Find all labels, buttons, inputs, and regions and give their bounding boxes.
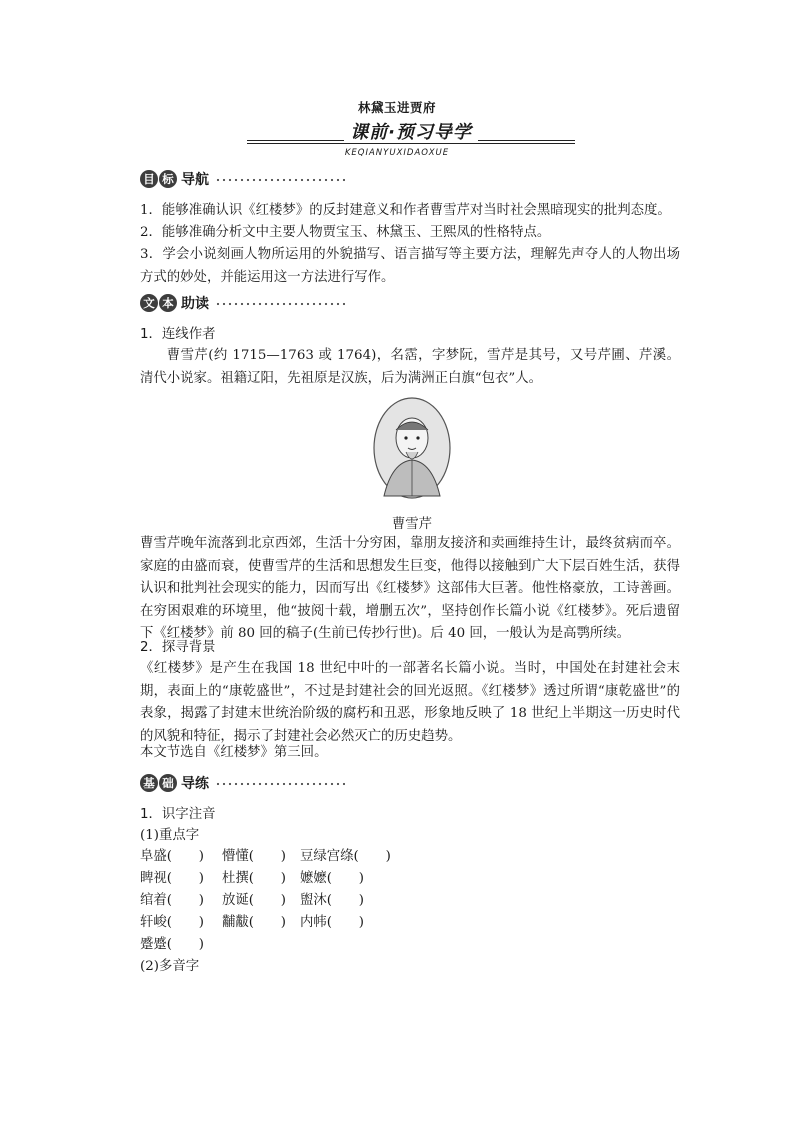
char-blank[interactable]: 阜盛( )	[140, 849, 205, 864]
char-blank[interactable]: 绾着( )	[140, 893, 205, 908]
banner-title: 课前·预习导学	[344, 122, 478, 143]
goals-badge-1: 目	[140, 170, 158, 188]
pronunciation-subheading: 1．识字注音	[140, 807, 216, 822]
heading-dots	[215, 301, 345, 307]
section-banner	[247, 118, 575, 144]
heading-dots	[215, 177, 345, 183]
char-blank[interactable]: 豆绿宫绦( )	[300, 849, 391, 864]
goal-item-1: 1．能够准确认识《红楼梦》的反封建意义和作者曹雪芹对当时社会黑暗现实的批判态度。	[140, 203, 671, 218]
char-blank[interactable]: 嬷嬷( )	[300, 871, 365, 886]
char-blank[interactable]: 懵懂( )	[222, 849, 287, 864]
char-blank[interactable]: 放诞( )	[222, 893, 287, 908]
document-title: 林黛玉进贾府	[357, 100, 436, 115]
section-reading-heading	[140, 292, 345, 314]
reading-heading-label: 助读	[181, 296, 209, 312]
section-goals-heading	[140, 168, 345, 190]
char-blank[interactable]: 内帏( )	[300, 915, 365, 930]
basics-heading-label: 导练	[181, 776, 209, 792]
grid-row	[140, 912, 420, 934]
grid-row	[140, 890, 420, 912]
basics-badge-2: 础	[159, 774, 177, 792]
character-grid	[140, 846, 420, 956]
author-paragraph-1: 曹雪芹(约 1715—1763 或 1764)，名霑，字梦阮，雪芹是其号，又号芹圃、芹溪。清代小说家。祖籍辽阳，先祖原是汉族，后为满洲正白旗“包衣”人。	[140, 348, 680, 386]
section-basics-heading	[140, 772, 345, 794]
portrait-caption: 曹雪芹	[391, 517, 433, 532]
goals-badge-2: 标	[159, 170, 177, 188]
banner-pinyin: KEQIANYUXIDAOXUE	[344, 148, 450, 158]
key-chars-label: (1)重点字	[140, 828, 200, 843]
goals-heading-label: 导航	[181, 172, 209, 188]
polyphone-label: (2)多音字	[140, 959, 200, 974]
background-paragraph-2: 本文节选自《红楼梦》第三回。	[140, 745, 328, 760]
grid-row	[140, 846, 420, 868]
basics-badge-1: 基	[140, 774, 158, 792]
goal-item-2: 2．能够准确分析文中主要人物贾宝玉、林黛玉、王熙凤的性格特点。	[140, 225, 551, 240]
grid-row	[140, 934, 420, 956]
background-subheading: 2．探寻背景	[140, 640, 216, 655]
heading-dots	[215, 781, 345, 787]
reading-badge-2: 本	[159, 294, 177, 312]
char-blank[interactable]: 轩峻( )	[140, 915, 205, 930]
reading-badge-1: 文	[140, 294, 158, 312]
goal-item-3: 3．学会小说刻画人物所运用的外貌描写、语言描写等主要方法，理解先声夺人的人物出场方式的妙处，并能运用这一方法进行写作。	[140, 247, 680, 285]
portrait-image	[372, 396, 452, 500]
char-blank[interactable]: 杜撰( )	[222, 871, 287, 886]
background-paragraph-1: 《红楼梦》是产生在我国 18 世纪中叶的一部著名长篇小说。当时，中国处在封建社会末期，表面上的“康乾盛世”，不过是封建社会的回光返照。《红楼梦》透过所谓“康乾盛世”的表象，揭露了封建末世统治阶级的腐朽和丑恶，形象地反映了 18 世纪上半期这一历史时代的风貌和特征，揭示了封建社会必然灭亡的历史趋势。	[140, 661, 680, 744]
char-blank[interactable]: 蹙蹙( )	[140, 937, 205, 952]
author-paragraph-2: 曹雪芹晚年流落到北京西郊，生活十分穷困，靠朋友接济和卖画维持生计，最终贫病而卒。家庭的由盛而衰，使曹雪芹的生活和思想发生巨变，他得以接触到广大下层百姓生活，获得认识和批判社会现实的能力，因而写出《红楼梦》这部伟大巨著。他性格豪放，工诗善画。在穷困艰难的环境里，他“披阅十载，增删五次”，坚持创作长篇小说《红楼梦》。死后遗留下《红楼梦》前 80 回的稿子(生前已传抄行世)。后 40 回，一般认为是高鹗所续。	[140, 536, 680, 641]
grid-row	[140, 868, 420, 890]
char-blank[interactable]: 黼黻( )	[222, 915, 287, 930]
char-blank[interactable]: 盥沐( )	[300, 893, 365, 908]
author-subheading: 1．连线作者	[140, 327, 216, 342]
char-blank[interactable]: 睥视( )	[140, 871, 205, 886]
